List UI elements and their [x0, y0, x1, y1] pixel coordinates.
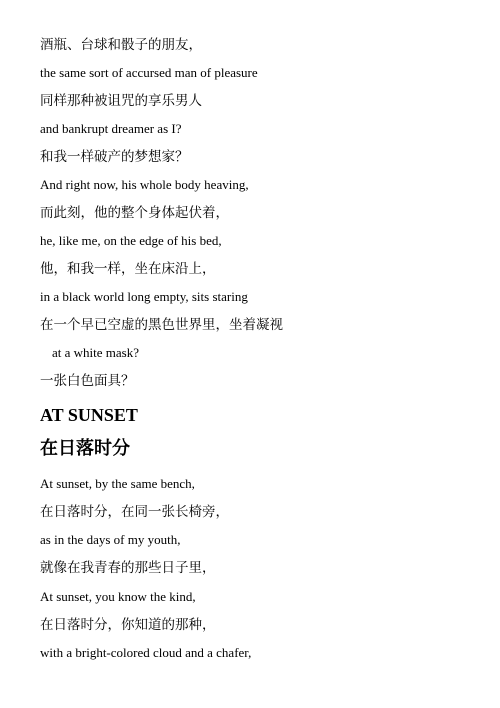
poem-line: 同样那种被诅咒的享乐男人 [40, 93, 202, 109]
poem-line: as in the days of my youth, [40, 532, 181, 547]
poem-line: in a black world long empty, sits staring [40, 289, 248, 304]
poem-line: At sunset, you know the kind, [40, 589, 196, 604]
poem-line: 而此刻，他的整个身体起伏着， [40, 205, 229, 221]
poem-line: 在一个早已空虚的黑色世界里，坐着凝视 [40, 317, 283, 333]
poem-line: At sunset, by the same bench, [40, 476, 195, 491]
poem-line: 在日落时分，在同一张长椅旁， [40, 504, 229, 520]
poem-line: And right now, his whole body heaving, [40, 177, 249, 192]
poem-line: 就像在我青春的那些日子里， [40, 560, 216, 576]
poem-line: 一张白色面具？ [40, 373, 135, 389]
section-title-zh: 在日落时分 [40, 438, 130, 459]
poem-line: and bankrupt dreamer as I? [40, 121, 182, 136]
poem-line: at a white mask? [52, 345, 139, 360]
poem-line: 他，和我一样，坐在床沿上， [40, 261, 216, 277]
poem-line: 在日落时分，你知道的那种， [40, 617, 216, 633]
poem-line: 和我一样破产的梦想家？ [40, 149, 189, 165]
poem-line: with a bright-colored cloud and a chafer, [40, 645, 252, 660]
poem-line: 酒瓶、台球和骰子的朋友， [40, 37, 202, 53]
poem-line: he, like me, on the edge of his bed, [40, 233, 222, 248]
section-title-en: AT SUNSET [40, 405, 138, 425]
poem-line: the same sort of accursed man of pleasure [40, 65, 258, 80]
